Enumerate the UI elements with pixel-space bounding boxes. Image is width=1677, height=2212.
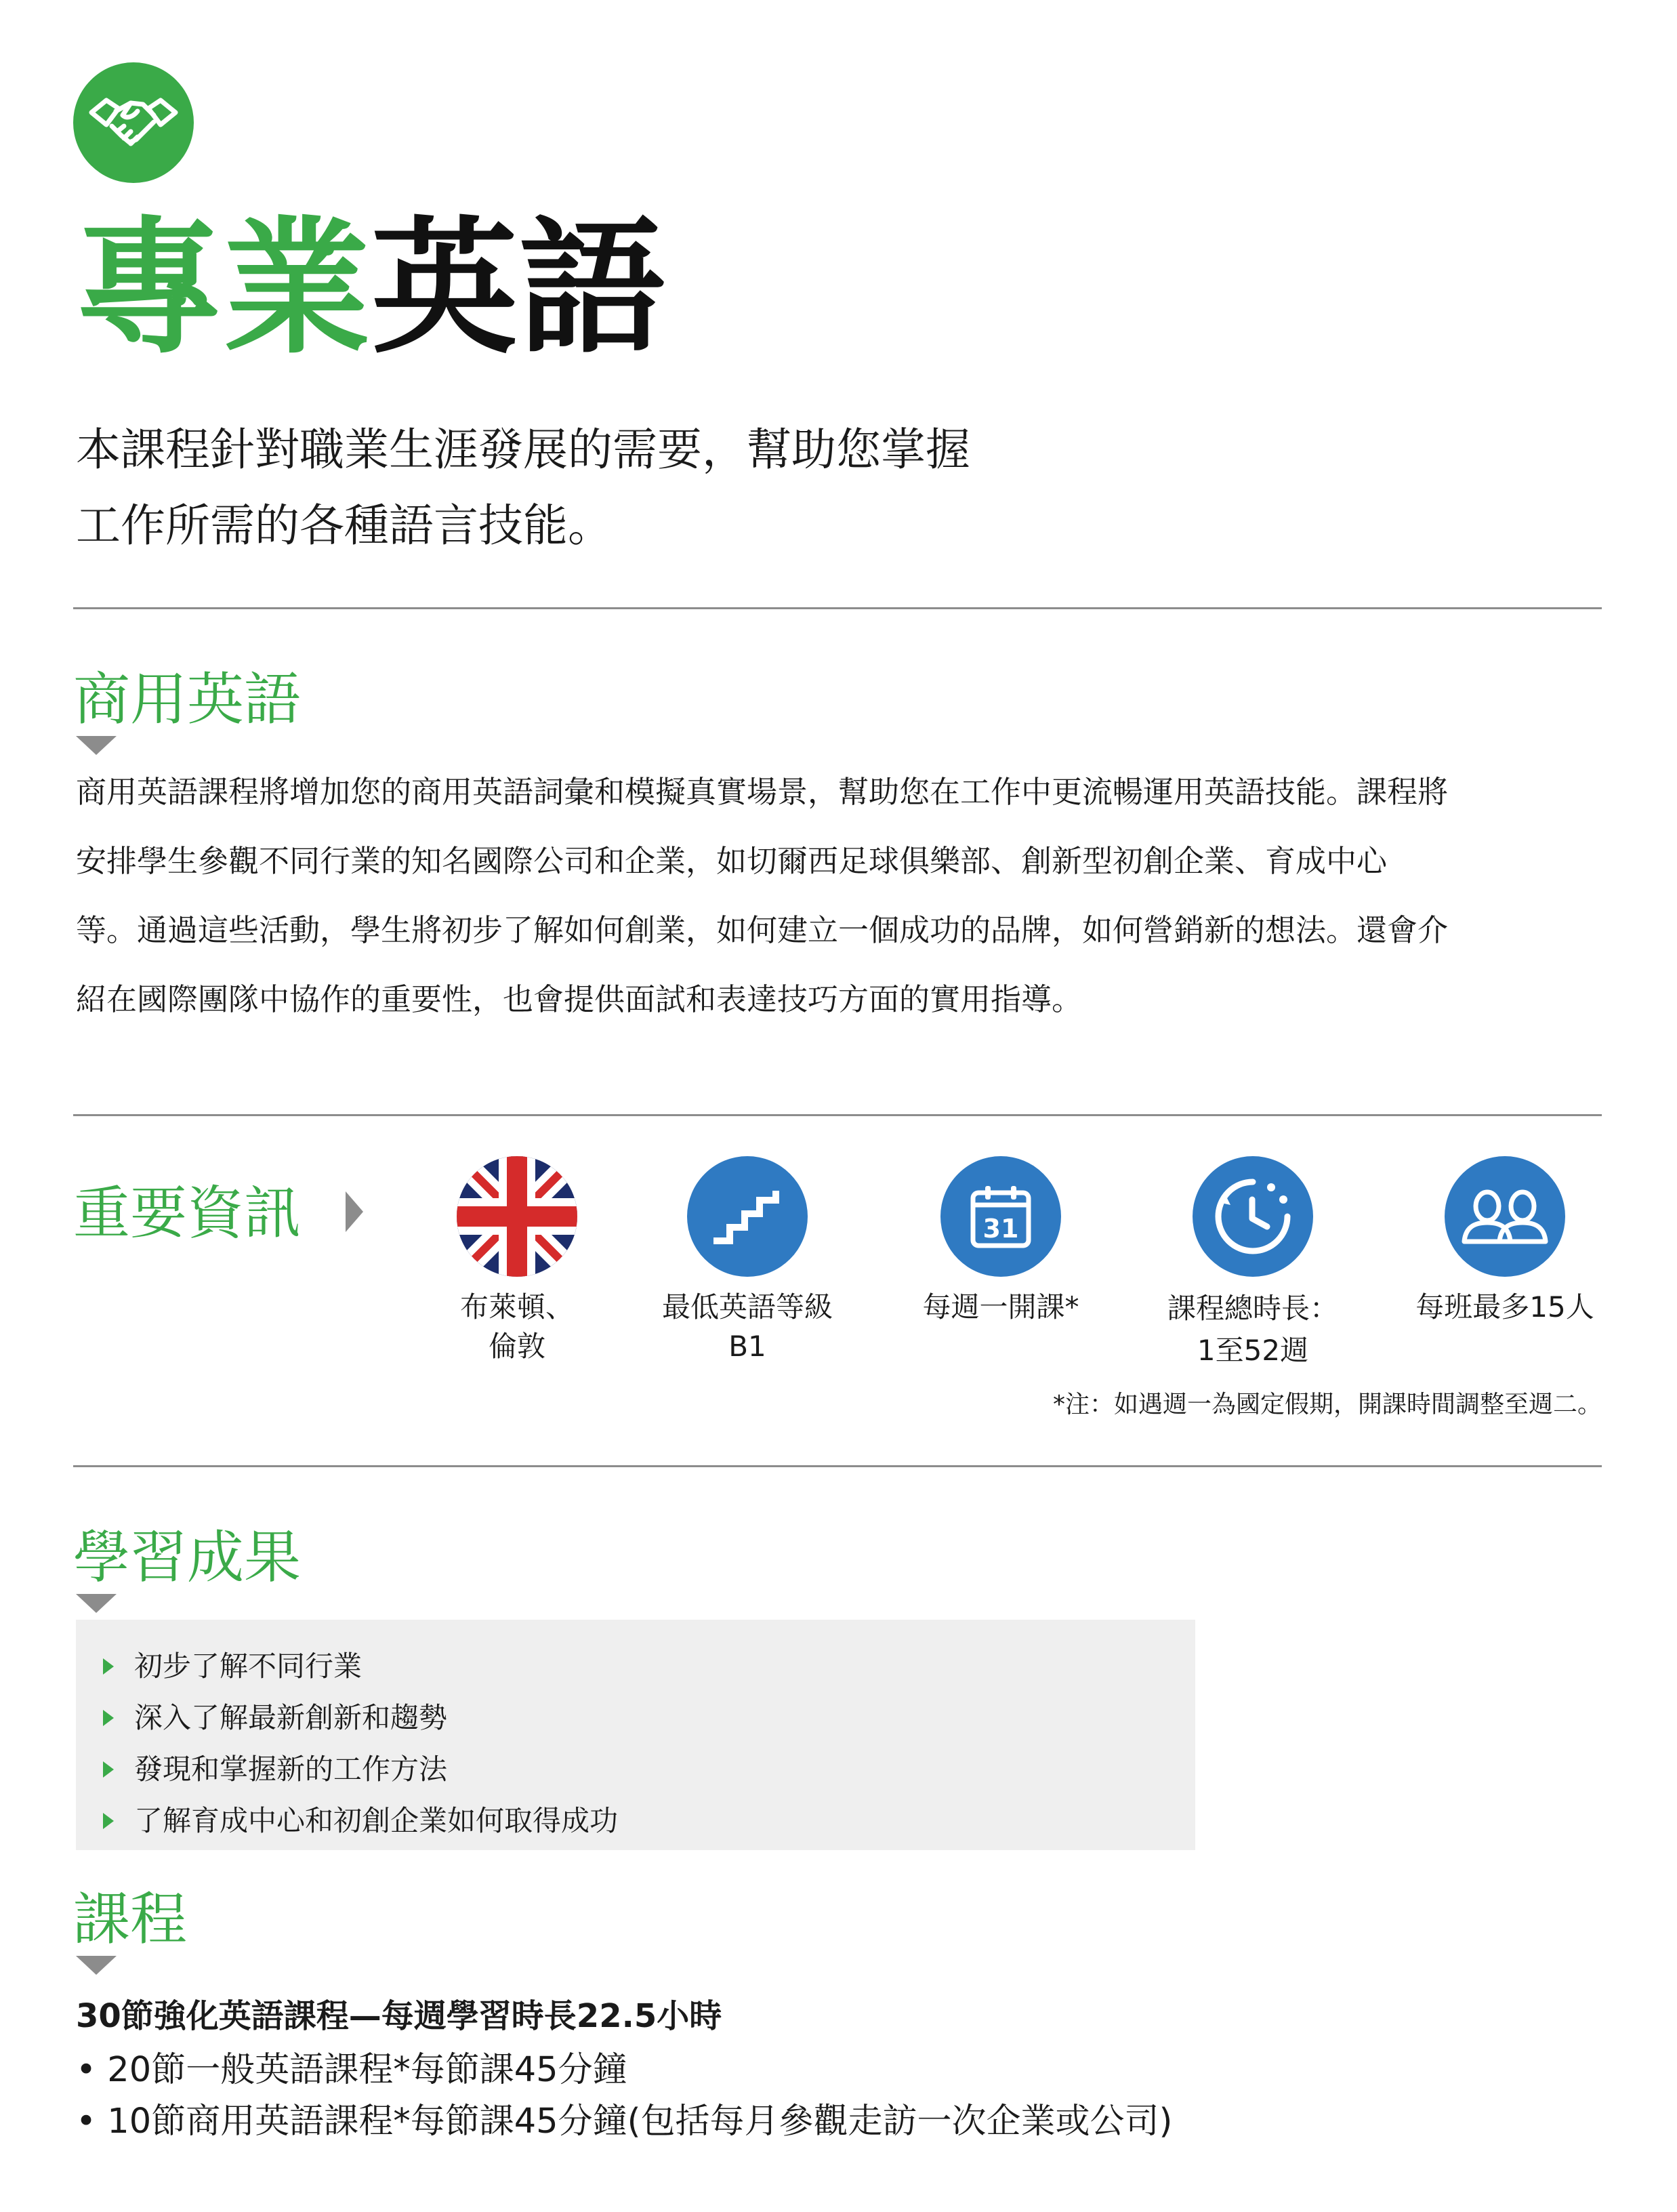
clock-icon [1193,1156,1313,1277]
intro-line: 本課程針對職業生涯發展的需要，幫助您掌握 [76,424,970,476]
bullet-arrow-icon [103,1658,114,1675]
calendar-day: 31 [982,1214,1019,1244]
list-item [103,1804,619,1837]
label-line: 每班最多15人 [1415,1290,1594,1324]
down-arrow-icon [76,1956,117,1975]
divider [73,607,1602,609]
info-location-label [449,1288,585,1366]
section-title-key-info: 重要資訊 [73,1180,302,1246]
people-icon [1445,1156,1565,1277]
label-line: 1至52週 [1197,1334,1309,1367]
uk-flag-icon [457,1156,577,1277]
outcomes-box [76,1620,1195,1850]
list-item-text: 發現和掌握新的工作方法 [134,1753,448,1786]
label-line: 倫敦 [488,1330,545,1363]
logo-badge [73,62,194,183]
page-title [76,203,667,373]
bullet-arrow-icon [103,1813,114,1829]
course-heading: 30節強化英語課程—每週學習時長22.5小時 [76,1997,722,2035]
right-arrow-icon [346,1191,363,1232]
paragraph-line: 商用英語課程將增加您的商用英語詞彙和模擬真實場景，幫助您在工作中更流暢運用英語技能。課程將 [76,774,1449,810]
footnote: *注：如遇週一為國定假期，開課時間調整至週二。 [1052,1391,1602,1418]
label-line: 布萊頓、 [459,1290,574,1324]
stairs-icon [687,1156,808,1277]
bullet-arrow-icon [103,1710,114,1726]
info-level-label [653,1288,842,1366]
title-black-part: 英語 [371,203,667,373]
list-item-text: 了解育成中心和初創企業如何取得成功 [134,1804,619,1837]
calendar-icon [940,1156,1061,1277]
info-class-size-label [1403,1288,1607,1327]
list-item-text: 深入了解最新創新和趨勢 [134,1701,448,1734]
info-duration-label [1158,1288,1348,1372]
business-english-description [76,758,1594,1034]
label-line: 每週一開課* [922,1290,1079,1324]
paragraph-line: 安排學生參觀不同行業的知名國際公司和企業，如切爾西足球俱樂部、創新型初創企業、育成中心 [76,843,1388,879]
title-green-part: 專業 [76,203,372,373]
label-line: 最低英語等級 [661,1290,833,1324]
handshake-icon [86,84,181,161]
label-line: B1 [728,1330,766,1363]
list-item [103,1755,447,1784]
down-arrow-icon [76,1594,117,1613]
bullet-arrow-icon [103,1761,114,1778]
down-arrow-icon [76,736,117,755]
intro-line: 工作所需的各種語言技能。 [76,499,613,552]
paragraph-line: 等。通過這些活動，學生將初步了解如何創業，如何建立一個成功的品牌，如何營銷新的想法。還會介 [76,912,1449,948]
divider [73,1465,1602,1467]
section-title-business-english: 商用英語 [73,666,302,733]
list-item [103,1652,362,1681]
list-item [103,1701,448,1734]
paragraph-line: 紹在國際團隊中協作的重要性，也會提供面試和表達技巧方面的實用指導。 [76,981,1083,1017]
divider [73,1114,1602,1116]
info-start-label [899,1288,1102,1327]
list-item-text: 初步了解不同行業 [134,1650,363,1683]
course-line: • 20節一般英語課程*每節課45分鐘 [76,2050,627,2090]
label-line: 課程總時長： [1167,1292,1338,1325]
intro-text [76,412,1228,564]
section-title-outcomes: 學習成果 [73,1524,302,1591]
section-title-course: 課程 [73,1886,188,1952]
course-line: • 10節商用英語課程*每節課45分鐘(包括每月參觀走訪一次企業或公司) [76,2102,1173,2142]
